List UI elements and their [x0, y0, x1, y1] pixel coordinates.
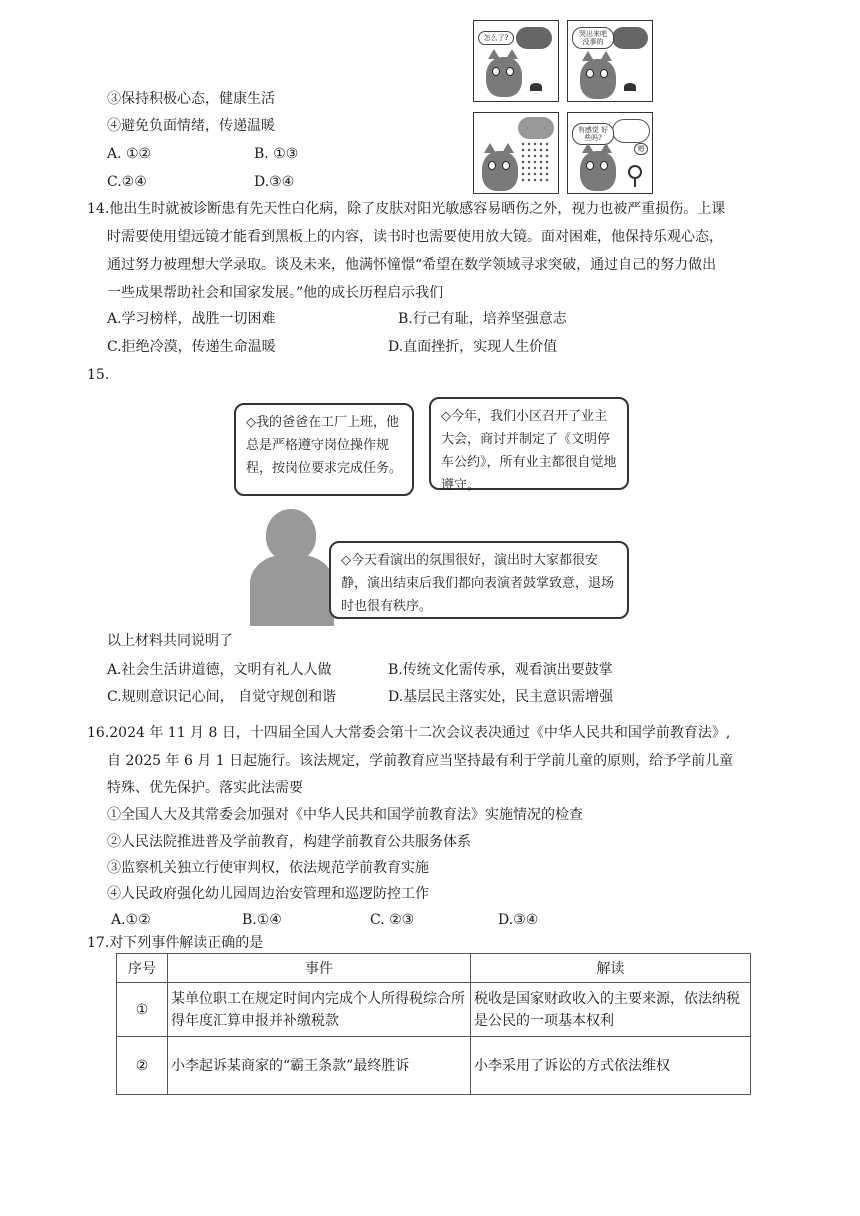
comic-bubble-1: 怎么了? [478, 31, 514, 45]
wilted-flower-icon [624, 83, 636, 91]
q14-choice-c: C.拒绝冷漠，传递生命温暖 [107, 339, 276, 355]
q16-choice-c: C. ②③ [370, 912, 415, 928]
q13-choice-a: A. ①② [107, 146, 152, 162]
row-index: ① [117, 983, 168, 1037]
table-header-row [117, 954, 751, 983]
q14-choice-a: A.学习榜样，战胜一切困难 [107, 311, 276, 327]
rain-icon [520, 141, 550, 183]
q16-option-1: ①全国人大及其常委会加强对《中华人民共和国学前教育法》实施情况的检查 [107, 807, 583, 823]
row-index: ② [117, 1037, 168, 1095]
q14-choice-d: D.直面挫折，实现人生价值 [388, 339, 558, 355]
q16-option-4: ④人民政府强化幼儿园周边治安管理和巡逻防控工作 [107, 886, 429, 902]
row-reading: 小李采用了诉讼的方式依法维权 [471, 1037, 751, 1095]
cat-icon [486, 57, 522, 97]
wilted-flower-icon [530, 83, 542, 91]
q13-choice-d: D.③④ [254, 174, 295, 190]
q14-stem-line-4: 一些成果帮助社会和国家发展。”他的成长历程启示我们 [107, 285, 444, 301]
person-silhouette-icon [266, 509, 316, 561]
q16-option-2: ②人民法院推进普及学前教育，构建学前教育公共服务体系 [107, 834, 471, 850]
q14-stem-line-1: 14.他出生时就被诊断患有先天性白化病，除了皮肤对阳光敏感容易晒伤之外，视力也被严重损伤。上课 [87, 201, 726, 217]
q15-choice-b: B.传统文化需传承，观看演出要鼓掌 [388, 662, 613, 678]
q13-option-3: ③保持积极心态，健康生活 [107, 91, 275, 107]
row-event: 小李起诉某商家的“霸王条款”最终胜诉 [168, 1037, 471, 1095]
comic-bubble-4: 有感觉 好些吗? [572, 123, 614, 145]
q14-stem-line-3: 通过努力被理想大学录取。谈及未来，他满怀憧憬“希望在数学领域寻求突破，通过自己的努力做出 [107, 257, 717, 273]
q13-comic [473, 20, 657, 198]
table-row [117, 1037, 751, 1095]
q15-scene-image [224, 383, 637, 626]
q14-stem-line-2: 时需要使用望远镜才能看到黑板上的内容，读书时也需要使用放大镜。面对困难，他保持乐观心态， [107, 229, 723, 245]
col-header-index: 序号 [117, 954, 168, 983]
comic-panel-1 [473, 20, 559, 102]
comic-panel-4 [567, 112, 653, 194]
q16-option-3: ③监察机关独立行使审判权，依法规范学前教育实施 [107, 860, 429, 876]
q16-stem-line-2: 自 2025 年 6 月 1 日起施行。该法规定，学前教育应当坚持最有利于学前儿童的原则，给予学前儿童 [107, 753, 734, 769]
q16-choice-b: B.①④ [242, 912, 282, 928]
q15-choice-a: A.社会生活讲道德，文明有礼人人做 [107, 662, 332, 678]
q16-stem-line-1: 16.2024 年 11 月 8 日，十四届全国人大常委会第十二次会议表决通过《中华人民共和国学前教育法》, [87, 725, 731, 741]
rain-cloud-icon [518, 117, 554, 139]
row-reading: 税收是国家财政收入的主要来源，依法纳税是公民的一项基本权利 [471, 983, 751, 1037]
q17-table [116, 953, 751, 1095]
col-header-event: 事件 [168, 954, 471, 983]
q15-stem: 以上材料共同说明了 [107, 633, 233, 649]
cat-icon [580, 59, 616, 99]
q16-choice-d: D.③④ [498, 912, 539, 928]
q15-choice-c: C.规则意识记心间， 自觉守规创和谐 [107, 689, 337, 705]
q13-choice-c: C.②④ [107, 174, 147, 190]
q15-speech-box-1: ◇我的爸爸在工厂上班，他总是严格遵守岗位操作规程，按岗位要求完成任务。 [234, 403, 414, 496]
dark-cloud-icon [516, 27, 552, 49]
table-row [117, 983, 751, 1037]
q13-option-4: ④避免负面情绪，传递温暖 [107, 118, 275, 134]
q17-stem: 17.对下列事件解读正确的是 [87, 935, 264, 951]
white-cloud-icon [612, 119, 650, 143]
comic-panel-3 [473, 112, 559, 194]
col-header-reading: 解读 [471, 954, 751, 983]
q16-choice-a: A.①② [111, 912, 151, 928]
comic-bubble-2: 哭出来吧 没事的 [572, 27, 614, 49]
cat-icon [482, 151, 518, 191]
dark-cloud-icon [612, 27, 648, 49]
row-event: 某单位职工在规定时间内完成个人所得税综合所得年度汇算申报并补缴税款 [168, 983, 471, 1037]
comic-bubble-4b: 嗯 [634, 143, 648, 155]
q13-choice-b: B. ①③ [254, 146, 299, 162]
comic-panel-2 [567, 20, 653, 102]
q14-choice-b: B.行己有耻，培养坚强意志 [398, 311, 567, 327]
q15-speech-box-3: ◇今天看演出的氛围很好，演出时大家都很安静，演出结束后我们都向表演者鼓掌致意，退场时也很有秩序。 [329, 541, 629, 619]
q15-number: 15. [87, 367, 110, 383]
q15-speech-box-2: ◇今年，我们小区召开了业主大会，商讨并制定了《文明停车公约》，所有业主都很自觉地遵守。 [429, 397, 629, 490]
q16-stem-line-3: 特殊、优先保护。落实此法需要 [107, 780, 303, 796]
cat-icon [580, 151, 616, 191]
q15-choice-d: D.基层民主落实处，民主意识需增强 [388, 689, 614, 705]
